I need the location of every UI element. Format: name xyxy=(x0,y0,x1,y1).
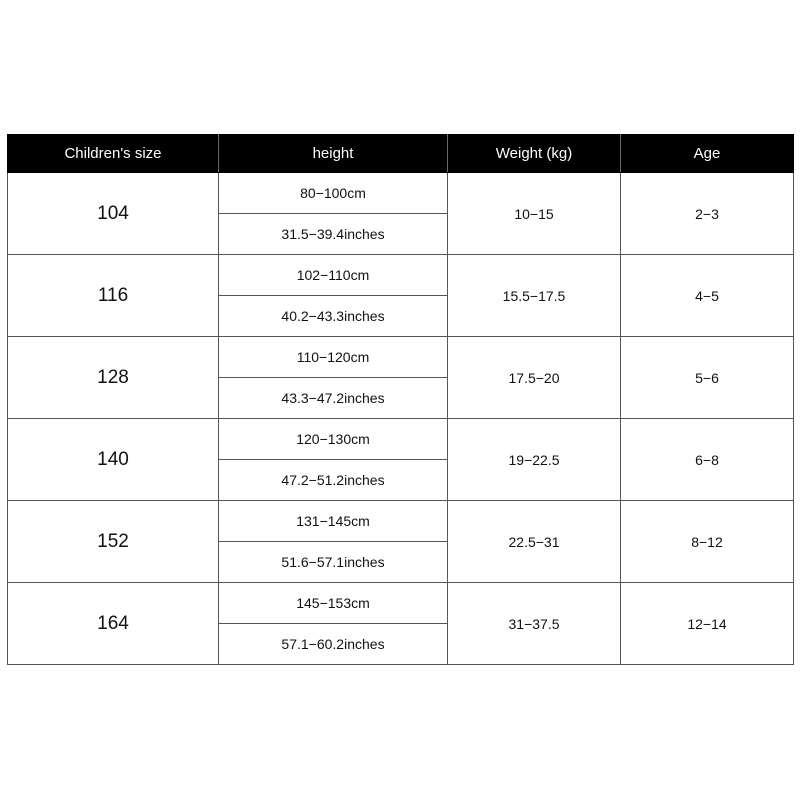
weight-cell: 15.5−17.5 xyxy=(448,255,621,337)
table-body xyxy=(8,173,794,665)
header-childrens-size: Children's size xyxy=(8,135,219,173)
height-in-cell: 47.2−51.2inches xyxy=(219,460,448,501)
height-in-cell: 40.2−43.3inches xyxy=(219,296,448,337)
height-cm-cell: 80−100cm xyxy=(219,173,448,214)
table-row xyxy=(8,419,794,460)
weight-cell: 31−37.5 xyxy=(448,583,621,665)
height-in-cell: 31.5−39.4inches xyxy=(219,214,448,255)
size-cell: 128 xyxy=(8,337,219,419)
height-in-cell: 57.1−60.2inches xyxy=(219,624,448,665)
weight-cell: 10−15 xyxy=(448,173,621,255)
age-cell: 4−5 xyxy=(621,255,794,337)
weight-cell: 22.5−31 xyxy=(448,501,621,583)
size-chart-table xyxy=(7,134,794,665)
table-header xyxy=(8,135,794,173)
size-cell: 116 xyxy=(8,255,219,337)
table-row xyxy=(8,173,794,214)
height-in-cell: 51.6−57.1inches xyxy=(219,542,448,583)
table-row xyxy=(8,583,794,624)
table-row xyxy=(8,255,794,296)
size-cell: 140 xyxy=(8,419,219,501)
height-cm-cell: 110−120cm xyxy=(219,337,448,378)
header-age: Age xyxy=(621,135,794,173)
table-row xyxy=(8,501,794,542)
height-cm-cell: 120−130cm xyxy=(219,419,448,460)
size-cell: 164 xyxy=(8,583,219,665)
height-cm-cell: 102−110cm xyxy=(219,255,448,296)
weight-cell: 19−22.5 xyxy=(448,419,621,501)
header-height: height xyxy=(219,135,448,173)
size-cell: 104 xyxy=(8,173,219,255)
header-weight: Weight (kg) xyxy=(448,135,621,173)
height-cm-cell: 145−153cm xyxy=(219,583,448,624)
header-row xyxy=(8,135,794,173)
size-cell: 152 xyxy=(8,501,219,583)
age-cell: 8−12 xyxy=(621,501,794,583)
weight-cell: 17.5−20 xyxy=(448,337,621,419)
age-cell: 12−14 xyxy=(621,583,794,665)
height-cm-cell: 131−145cm xyxy=(219,501,448,542)
age-cell: 6−8 xyxy=(621,419,794,501)
age-cell: 2−3 xyxy=(621,173,794,255)
height-in-cell: 43.3−47.2inches xyxy=(219,378,448,419)
age-cell: 5−6 xyxy=(621,337,794,419)
table-row xyxy=(8,337,794,378)
